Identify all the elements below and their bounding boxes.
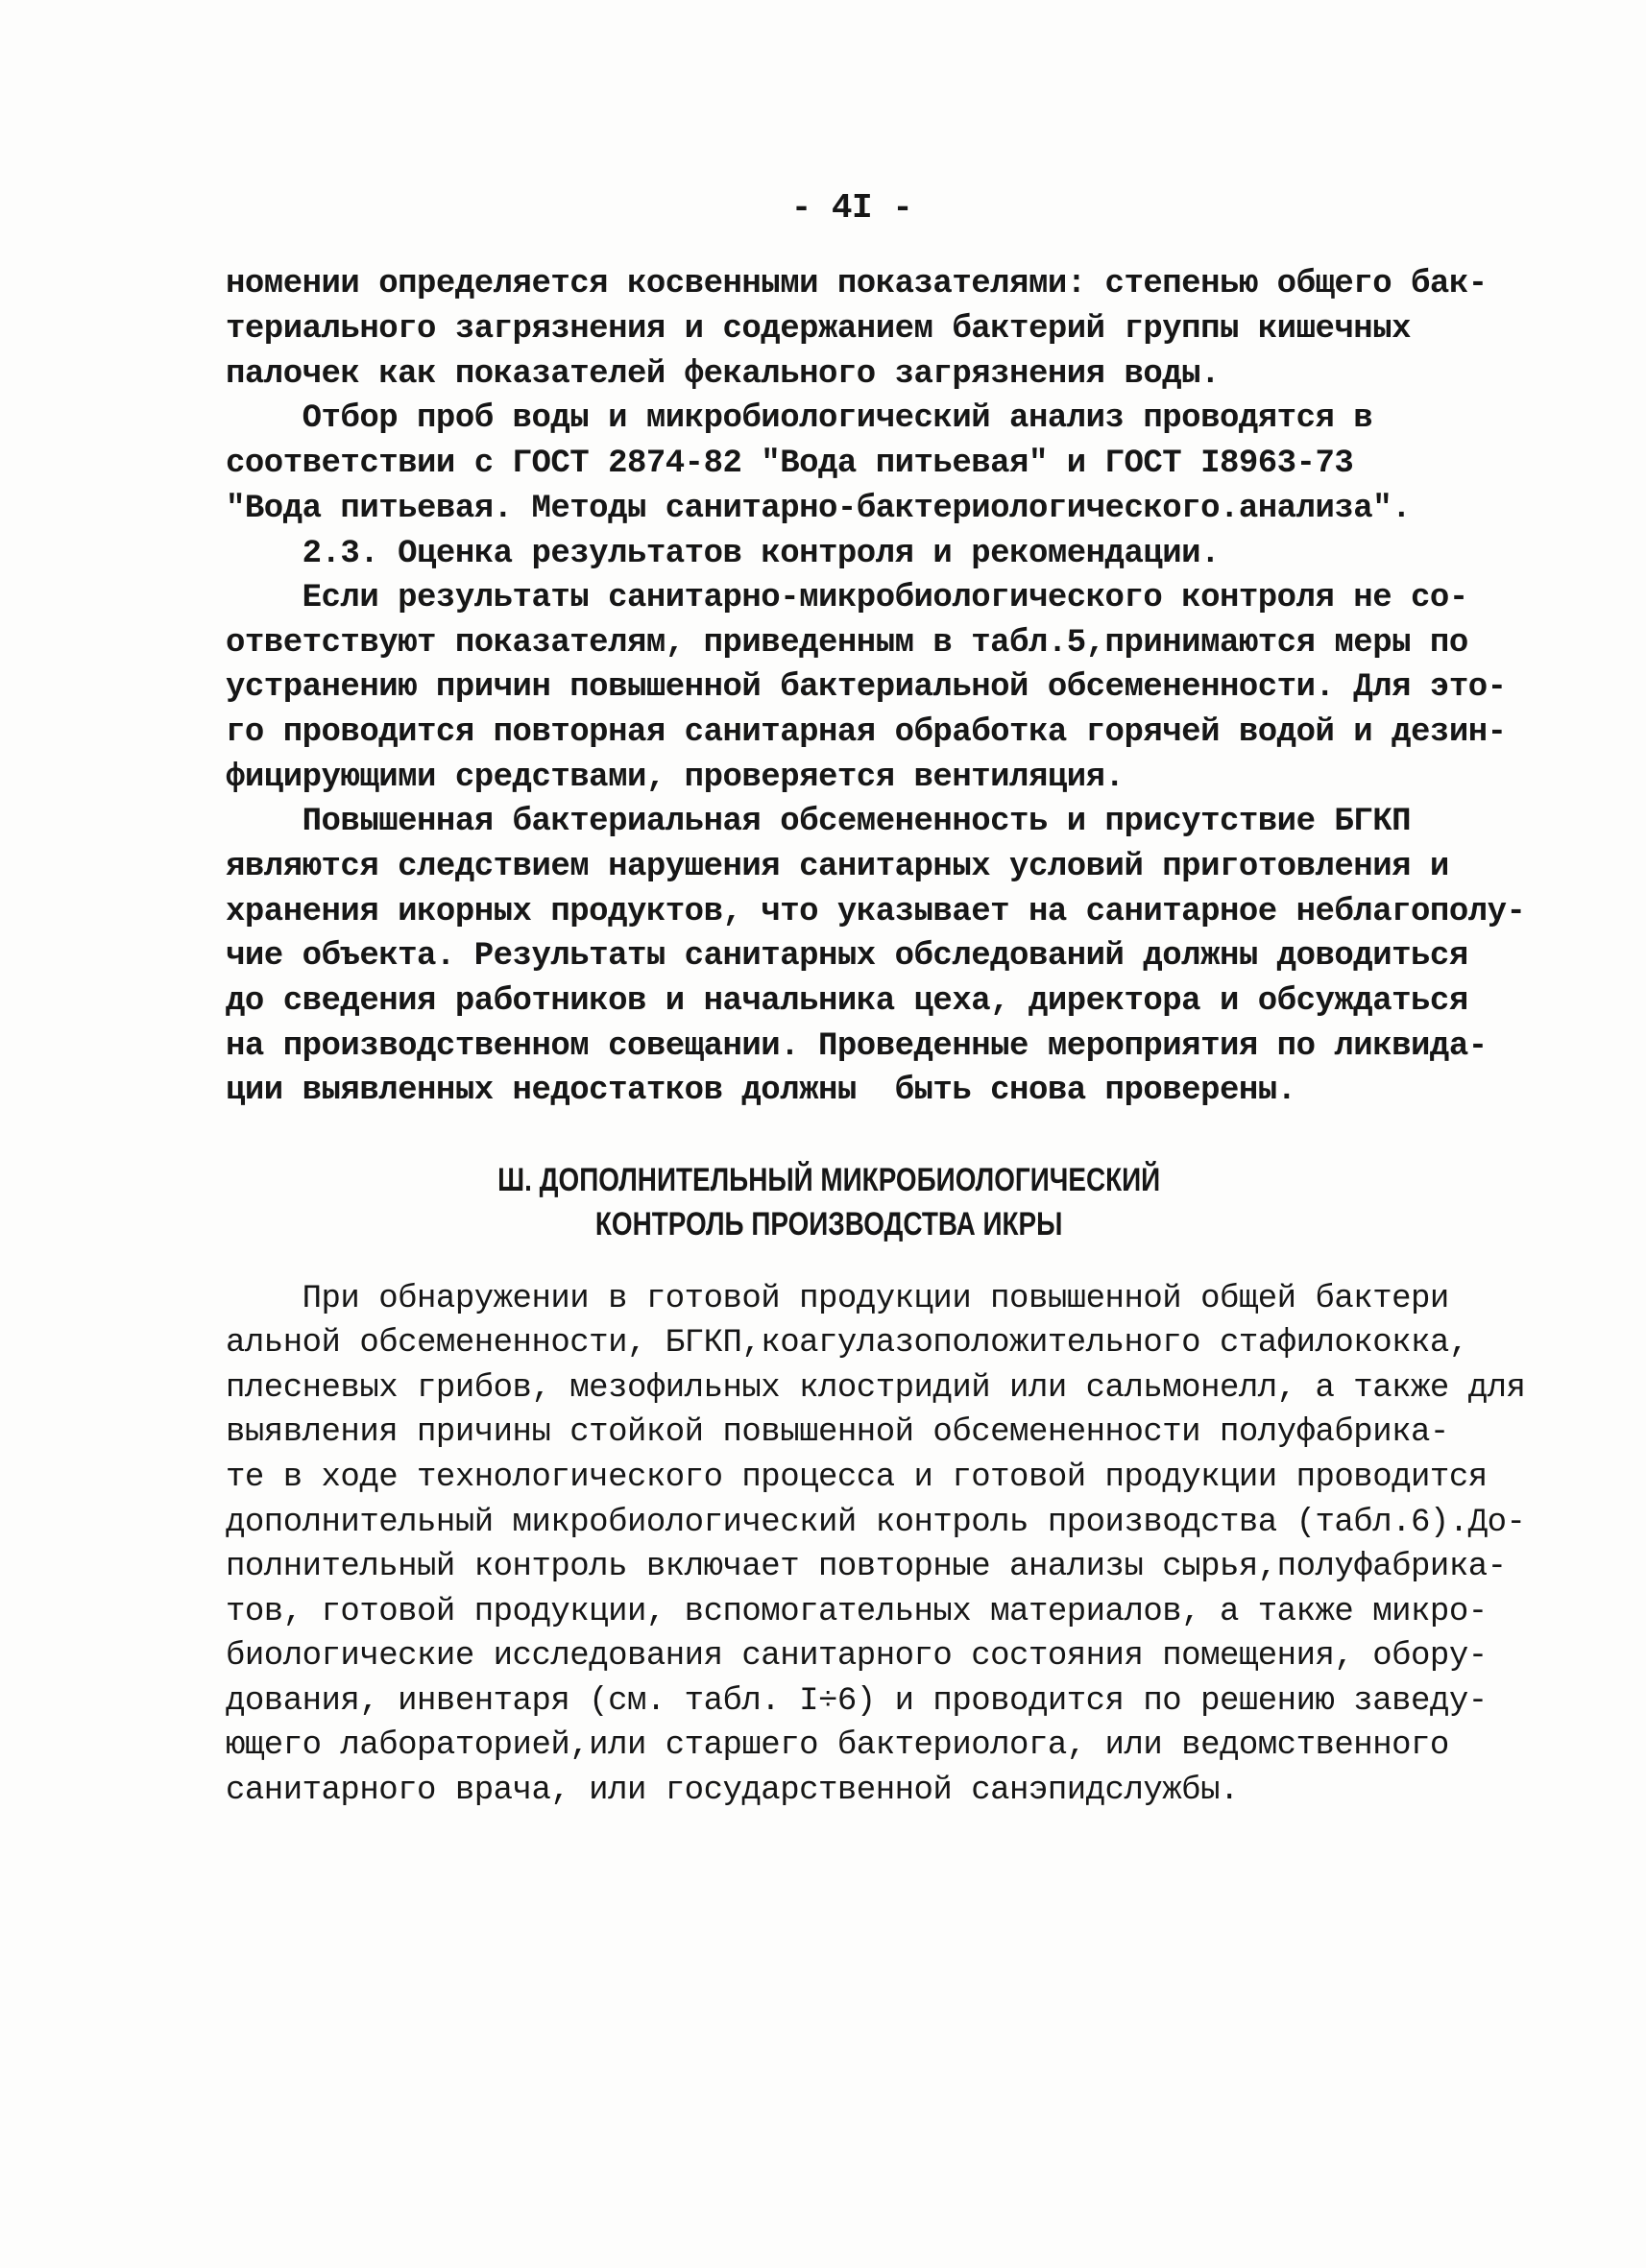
section-heading-line-1: Ш. ДОПОЛНИТЕЛЬНЫЙ МИКРОБИОЛОГИЧЕСКИЙ (497, 1162, 1161, 1198)
text-line: 2.3. Оценка результатов контроля и рекомендации. (226, 536, 1220, 572)
text-line: "Вода питьевая. Методы санитарно-бактериологического.анализа". (226, 491, 1412, 527)
text-line: Если результаты санитарно-микробиологического контроля не со- (226, 580, 1468, 616)
text-line: до сведения работников и начальника цеха, директора и обсуждаться (226, 983, 1468, 1020)
text-line: альной обсемененности, БГКП,коагулазоположительного стафилококка, (226, 1325, 1468, 1362)
text-line: ции выявленных недостатков должны быть снова проверены. (226, 1073, 1296, 1109)
text-line: являются следствием нарушения санитарных условий приготовления и (226, 849, 1449, 885)
text-line: палочек как показателей фекального загрязнения воды. (226, 356, 1220, 393)
text-line: чие объекта. Результаты санитарных обследований должны доводиться (226, 938, 1468, 975)
text-line: санитарного врача, или государственной санэпидслужбы. (226, 1773, 1239, 1809)
text-line: биологические исследования санитарного состояния помещения, обору- (226, 1638, 1488, 1675)
text-line: ответствуют показателям, приведенным в табл.5,принимаются меры по (226, 625, 1468, 662)
text-line: териального загрязнения и содержанием бактерий группы кишечных (226, 311, 1412, 348)
text-line: плесневых грибов, мезофильных клостридий или сальмонелл, а также для (226, 1370, 1526, 1407)
text-line: выявления причины стойкой повышенной обсемененности полуфабрика- (226, 1414, 1449, 1451)
text-line: соответствии с ГОСТ 2874-82 "Вода питьевая" и ГОСТ I8963-73 (226, 446, 1354, 482)
text-line: те в ходе технологического процесса и готовой продукции проводится (226, 1460, 1488, 1496)
text-line: номении определяется косвенными показателями: степенью общего бак- (226, 266, 1488, 302)
text-line: устранению причин повышенной бактериальной обсемененности. Для это- (226, 669, 1507, 706)
text-line: хранения икорных продуктов, что указывает на санитарное неблагополу- (226, 894, 1526, 930)
text-line: тов, готовой продукции, вспомогательных материалов, а также микро- (226, 1594, 1488, 1630)
text-line: фицирующими средствами, проверяется вентиляция. (226, 760, 1125, 796)
text-line: го проводится повторная санитарная обработка горячей водой и дезин- (226, 714, 1507, 751)
text-line: полнительный контроль включает повторные анализы сырья,полуфабрика- (226, 1549, 1507, 1585)
text-line: Повышенная бактериальная обсемененность и присутствие БГКП (226, 804, 1412, 840)
text-line: ющего лабораторией,или старшего бактериолога, или ведомственного (226, 1727, 1449, 1764)
text-line: на производственном совещании. Проведенные мероприятия по ликвида- (226, 1028, 1488, 1065)
text-line: дополнительный микробиологический контроль производства (табл.6).До- (226, 1505, 1526, 1541)
page-number: - 4I - (790, 188, 913, 228)
section-heading-line-2: КОНТРОЛЬ ПРОИЗВОДСТВА ИКРЫ (594, 1206, 1063, 1243)
text-line: Отбор проб воды и микробиологический анализ проводятся в (226, 400, 1373, 437)
text-line: дования, инвентаря (см. табл. I÷6) и проводится по решению заведу- (226, 1683, 1488, 1720)
text-line: При обнаружении в готовой продукции повышенной общей бактери (226, 1281, 1449, 1317)
